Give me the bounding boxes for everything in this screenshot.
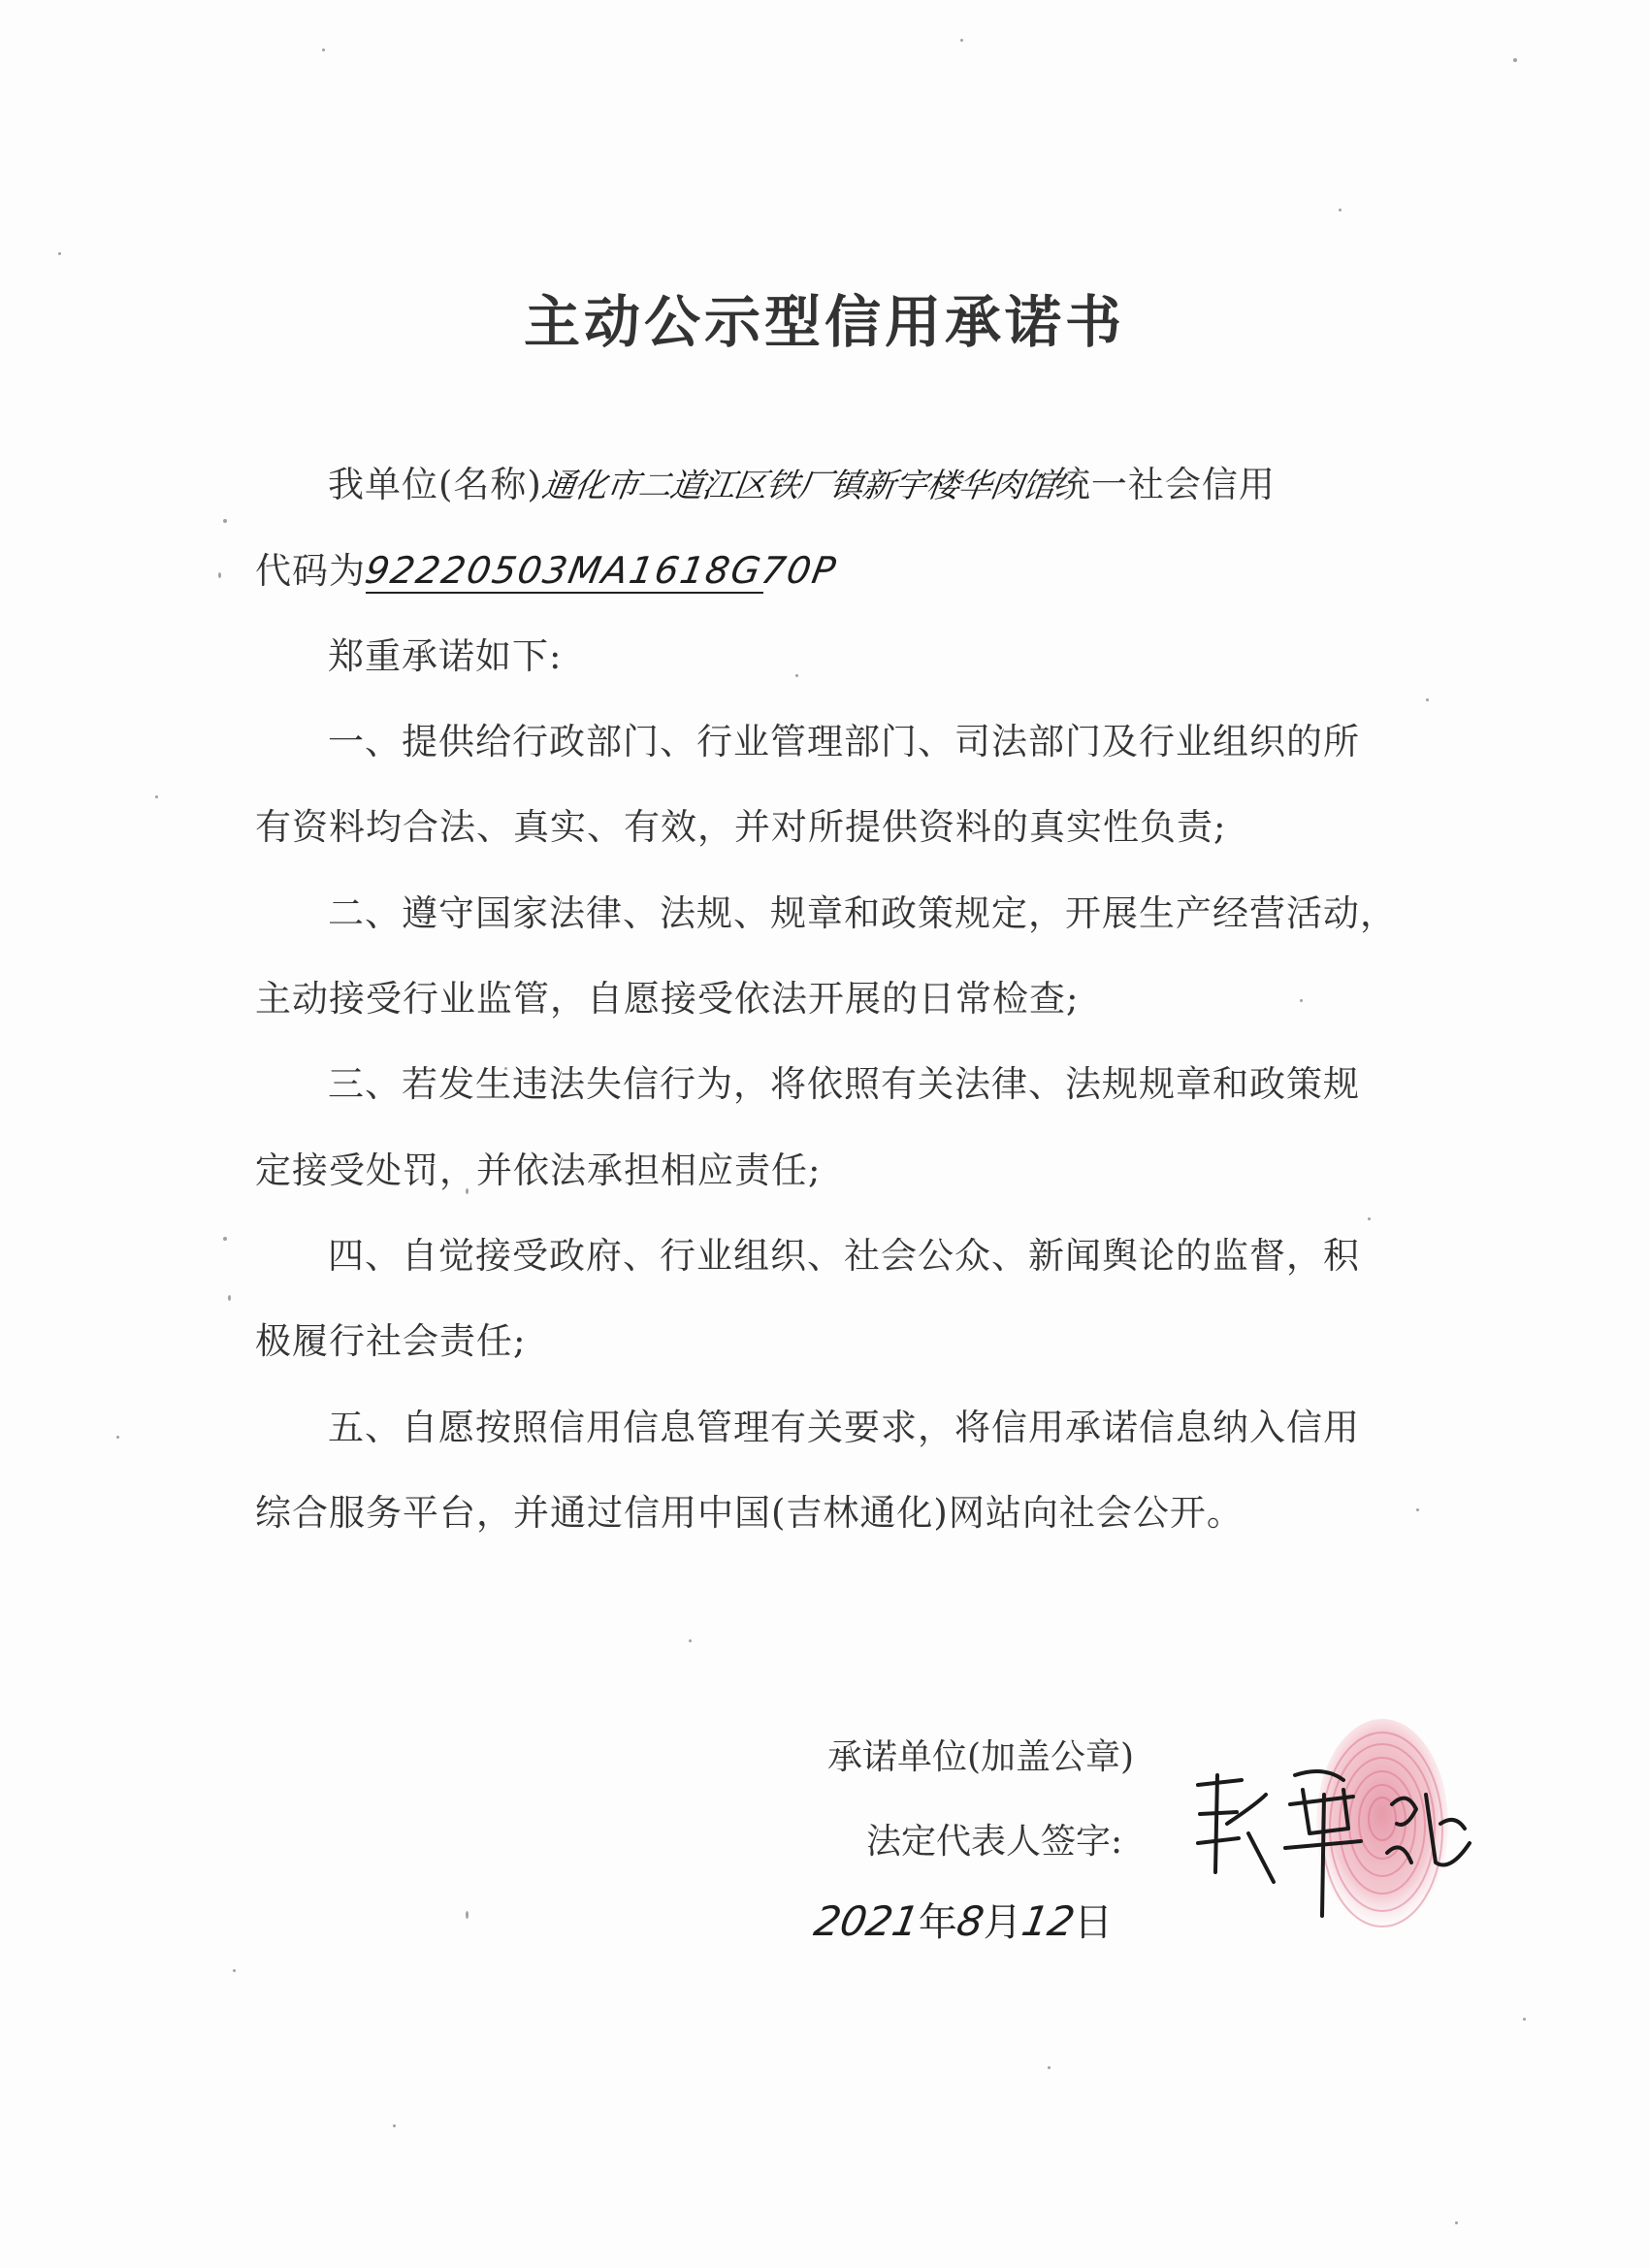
date-month-char: 月 (983, 1900, 1022, 1945)
clause-5-line-2: 综合服务平台，并通过信用中国(吉林通化)网站向社会公开。 (255, 1492, 1244, 1534)
date-month: 8 (953, 1897, 987, 1945)
date-day-char: 日 (1074, 1900, 1114, 1945)
credit-code-underline (366, 592, 763, 594)
date-day: 12 (1018, 1897, 1079, 1945)
legal-representative-label: 法定代表人签字: (866, 1822, 1123, 1862)
clause-1-line-2: 有资料均合法、真实、有效，并对所提供资料的真实性负责; (255, 806, 1227, 848)
clause-2-line-2: 主动接受行业监管，自愿接受依法开展的日常检查; (255, 978, 1080, 1020)
clause-5-line-1: 五、自愿按照信用信息管理有关要求，将信用承诺信息纳入信用 (328, 1407, 1360, 1448)
solemn-line: 郑重承诺如下: (328, 635, 563, 677)
intro-suffix: 统一社会信用 (1053, 464, 1276, 505)
clause-2-line-1: 二、遵守国家法律、法规、规章和政策规定，开展生产经营活动， (328, 892, 1397, 934)
code-prefix: 代码为 (255, 550, 366, 592)
unit-name-handwritten: 通化市二道江区铁厂镇新宇楼华肉馆 (539, 467, 1057, 505)
credit-code-handwritten: 92220503MA1618G70P (362, 549, 841, 592)
date-year-char: 年 (918, 1900, 957, 1945)
clause-3-line-2: 定接受处罚，并依法承担相应责任; (255, 1150, 822, 1191)
handwritten-signature (1188, 1736, 1479, 1930)
document-title: 主动公示型信用承诺书 (523, 289, 1125, 355)
intro-line-1 (328, 461, 1276, 510)
clause-4-line-1: 四、自觉接受政府、行业组织、社会公众、新闻舆论的监督，积 (328, 1235, 1360, 1277)
clause-3-line-1: 三、若发生违法失信行为，将依照有关法律、法规规章和政策规 (328, 1063, 1360, 1105)
intro-prefix: 我单位(名称) (328, 464, 542, 505)
clause-1-line-1: 一、提供给行政部门、行业管理部门、司法部门及行业组织的所 (328, 721, 1360, 762)
signing-date (810, 1892, 1114, 1947)
clause-4-line-2: 极履行社会责任; (255, 1320, 527, 1362)
commitment-unit-label: 承诺单位(加盖公章) (827, 1737, 1135, 1777)
intro-line-2 (255, 546, 841, 596)
credit-code-field (362, 546, 841, 596)
date-year: 2021 (810, 1897, 923, 1945)
